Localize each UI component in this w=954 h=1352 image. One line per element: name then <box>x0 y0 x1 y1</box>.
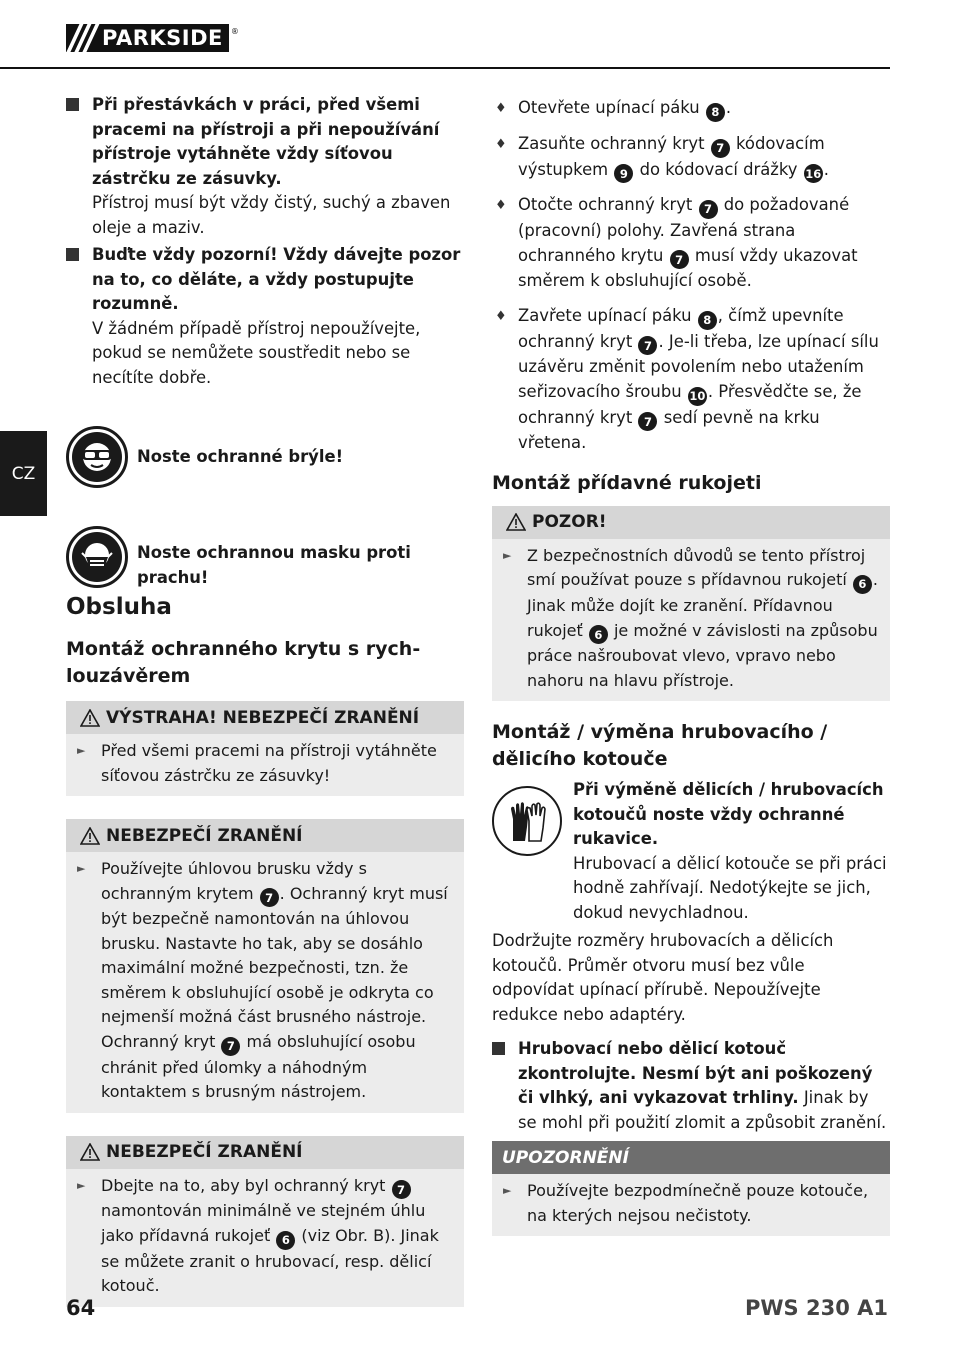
language-tab: CZ <box>0 431 47 516</box>
warning-triangle-icon <box>506 513 526 531</box>
part-number-badge: 7 <box>392 1180 411 1199</box>
arrow-bullet-icon: ► <box>77 862 86 875</box>
warning-title: NEBEZPEČÍ ZRANĚNÍ <box>106 1142 303 1162</box>
arrow-bullet-icon: ► <box>77 744 86 757</box>
caution-title: POZOR! <box>532 512 607 533</box>
part-number-badge: 7 <box>638 336 657 355</box>
gloves-text-block <box>573 778 890 925</box>
diamond-bullet-icon: ♦ <box>495 198 507 214</box>
header-rule <box>0 67 890 69</box>
safety-goggles-icon <box>66 426 128 488</box>
part-number-badge: 7 <box>699 200 718 219</box>
step-text: kódovacím výstupkem <box>518 133 825 179</box>
bullet-item <box>66 93 464 240</box>
bullet-item <box>66 243 464 390</box>
part-number-badge: 8 <box>698 311 717 330</box>
note-body <box>492 1174 890 1236</box>
warning-text: namontován minimálně ve stejném úhlu jako přídavná rukojeť <box>101 1201 426 1245</box>
part-number-badge: 8 <box>706 103 725 122</box>
subsection-title-line1: Montáž / výměna hrubovacího / <box>492 721 828 744</box>
warning-body <box>66 734 464 796</box>
part-number-badge: 6 <box>853 575 872 594</box>
warning-text: Dbejte na to, aby byl ochranný kryt <box>101 1175 386 1195</box>
subsection-title-handle: Montáž přídavné rukojeti <box>492 471 762 494</box>
parkside-logo <box>66 24 239 52</box>
gloves-bold-text: Při výměně dělicích / hrubovacích kotoučů noste vždy ochranné rukavice. <box>573 780 884 849</box>
step-text: . <box>823 159 829 179</box>
warning-box <box>66 1136 464 1307</box>
warning-item <box>77 1174 454 1299</box>
warning-item <box>77 857 454 1105</box>
part-number-badge: 7 <box>260 888 279 907</box>
subsection-title-disc <box>492 719 890 773</box>
subsection-title-line2: dělicího kotouče <box>492 748 668 771</box>
step-text: do kódovací drážky <box>639 159 798 179</box>
step-text: , čímž upevníte ochranný kryt <box>518 305 844 351</box>
step-text: Otevřete upínací páku <box>518 98 700 117</box>
bullet-normal-text: Jinak by se mohl při použití zlomit a způsobit zranění. <box>518 1088 887 1132</box>
step-text: . <box>725 98 732 117</box>
warning-title: NEBEZPEČÍ ZRANĚNÍ <box>106 825 303 846</box>
subsection-title-line1: Montáž ochranného krytu s rych- <box>66 638 421 660</box>
arrow-bullet-icon: ► <box>503 548 512 562</box>
gloves-normal-text: Hrubovací a dělicí kotouče se při práci hodně zahřívají. Nedotýkejte se jich, dokud nevychladnou. <box>573 853 887 922</box>
part-number-badge: 9 <box>614 164 633 183</box>
warning-title: VÝSTRAHA! NEBEZPEČÍ ZRANĚNÍ <box>106 707 420 728</box>
note-box <box>492 1141 890 1236</box>
step-text: Zasuňte ochranný kryt <box>518 133 705 153</box>
right-column <box>492 96 890 1236</box>
part-number-badge: 7 <box>638 412 657 431</box>
caution-text: je možné v závislosti na způsobu práce našroubovat vlevo, vpravo nebo nahoru na hlavu přístroje. <box>527 620 878 690</box>
step-text: do požadované (pracovní) polohy. Zavřená strana ochranného krytu <box>518 195 850 265</box>
goggles-notice <box>66 426 464 488</box>
step-text: Otočte ochranný kryt <box>518 195 693 215</box>
caution-text: . Jinak může dojít ke zranění. Přídavnou rukojeť <box>527 570 879 640</box>
section-title: Obsluha <box>66 594 172 620</box>
note-item <box>503 1179 880 1228</box>
part-number-badge: 10 <box>688 387 707 406</box>
mask-text: Noste ochrannou masku proti prachu! <box>137 543 411 587</box>
square-bullet-icon <box>66 98 79 111</box>
dust-mask-icon <box>66 526 128 588</box>
caution-item <box>503 544 880 694</box>
gloves-notice <box>492 780 890 925</box>
step-text: Zavřete upínací páku <box>518 305 692 325</box>
protective-gloves-icon <box>492 786 562 856</box>
arrow-bullet-icon: ► <box>503 1184 512 1198</box>
page-number: 64 <box>66 1296 96 1320</box>
part-number-badge: 16 <box>804 164 823 183</box>
step-item <box>492 132 890 184</box>
warning-text: (viz Obr. B). Jinak se můžete zranit o hrubovací, resp. dělicí kotouč. <box>101 1225 439 1295</box>
subsection-title-guard <box>66 636 464 690</box>
step-text: . Je-li třeba, lze upínací sílu uzávěru změnit povolením nebo utažením seřizovacího šroubu <box>518 331 879 401</box>
warning-item <box>77 739 454 788</box>
step-text: sedí pevně na krku vřetena. <box>518 407 820 453</box>
part-number-badge: 7 <box>670 250 689 269</box>
diamond-bullet-icon: ♦ <box>495 308 507 324</box>
part-number-badge: 6 <box>276 1231 295 1250</box>
bullet-normal-text: Přístroj musí být vždy čistý, suchý a zbaven oleje a maziv. <box>92 193 451 237</box>
mask-notice <box>66 526 464 590</box>
warning-text: Před všemi pracemi na přístroji vytáhněte síťovou zástrčku ze zásuvky! <box>101 741 437 785</box>
warning-text: Používejte úhlovou brusku vždy s ochranným krytem <box>101 859 367 903</box>
square-bullet-icon <box>66 248 79 261</box>
logo-wordmark: PARKSIDE <box>100 24 229 52</box>
bullet-bold-text: Při přestávkách v práci, před všemi pracemi na přístroji a při nepoužívání přístroje vytáhněte vždy síťovou zástrčku ze zásuvky. <box>92 95 440 188</box>
bullet-normal-text: V žádném případě přístroj nepoužívejte, pokud se nemůžete soustředit nebo se necítíte dobře. <box>92 318 421 387</box>
warning-body <box>66 852 464 1113</box>
part-number-badge: 7 <box>221 1037 240 1056</box>
step-item <box>492 304 890 456</box>
bullet-bold-text: Hrubovací nebo dělicí kotouč zkontrolujte. Nesmí být ani poškozený či vlhký, ani vykazovat trhliny. <box>518 1039 873 1108</box>
arrow-bullet-icon: ► <box>77 1178 86 1192</box>
warning-triangle-icon <box>80 1143 100 1161</box>
model-name: PWS 230 A1 <box>744 1296 888 1320</box>
caution-body <box>492 539 890 702</box>
part-number-badge: 6 <box>589 625 608 644</box>
caution-box <box>492 506 890 702</box>
diamond-bullet-icon: ♦ <box>495 136 507 152</box>
caution-text: Z bezpečnostních důvodů se tento přístroj smí používat pouze s přídavnou rukojetí <box>527 545 866 590</box>
warning-triangle-icon <box>80 709 100 727</box>
warning-triangle-icon <box>80 827 100 845</box>
square-bullet-icon <box>492 1042 505 1055</box>
step-text: musí vždy ukazovat směrem k obsluhující osobě. <box>518 245 858 291</box>
caution-header <box>492 506 890 539</box>
step-item <box>492 193 890 294</box>
step-item <box>492 96 890 122</box>
warning-header <box>66 819 464 852</box>
warning-header <box>66 1136 464 1169</box>
warning-body <box>66 1169 464 1307</box>
bullet-item <box>492 1037 890 1135</box>
warning-header <box>66 701 464 734</box>
goggles-text: Noste ochranné brýle! <box>137 446 344 466</box>
logo-slashes-icon <box>66 24 100 52</box>
subsection-title-line2: louzávěrem <box>66 665 191 687</box>
step-text: . Přesvědčte se, že ochranný kryt <box>518 381 862 427</box>
warning-box <box>66 701 464 796</box>
diamond-bullet-icon: ♦ <box>495 101 507 116</box>
left-column <box>66 93 464 1307</box>
logo-registered-mark: ® <box>230 27 239 36</box>
warning-text: . Ochranný kryt musí být bezpečně namontován na úhlovou brusku. Nastavte ho tak, aby se dosáhlo maximální možné bezpečnosti, tzn. že směrem k obsluhující osobě je odkryta co nejmenší možná část brusného nástroje. Ochranný kryt <box>101 883 448 1051</box>
paragraph: Dodržujte rozměry hrubovacích a dělicích kotoučů. Průměr otvoru musí bez vůle odpovídat upínací přírubě. Nepoužívejte redukce nebo adaptéry. <box>492 931 834 1024</box>
warning-box <box>66 819 464 1113</box>
note-header: UPOZORNĚNÍ <box>492 1141 890 1174</box>
warning-text: má obsluhující osobu chránit před úlomky a náhodným kontaktem s brusným nástrojem. <box>101 1031 416 1101</box>
note-text: Používejte bezpodmínečně pouze kotouče, na kterých nejsou nečistoty. <box>527 1181 869 1225</box>
bullet-bold-text: Buďte vždy pozorní! Vždy dávejte pozor na to, co děláte, a vždy postupujte rozumně. <box>92 245 461 313</box>
part-number-badge: 7 <box>711 139 730 158</box>
